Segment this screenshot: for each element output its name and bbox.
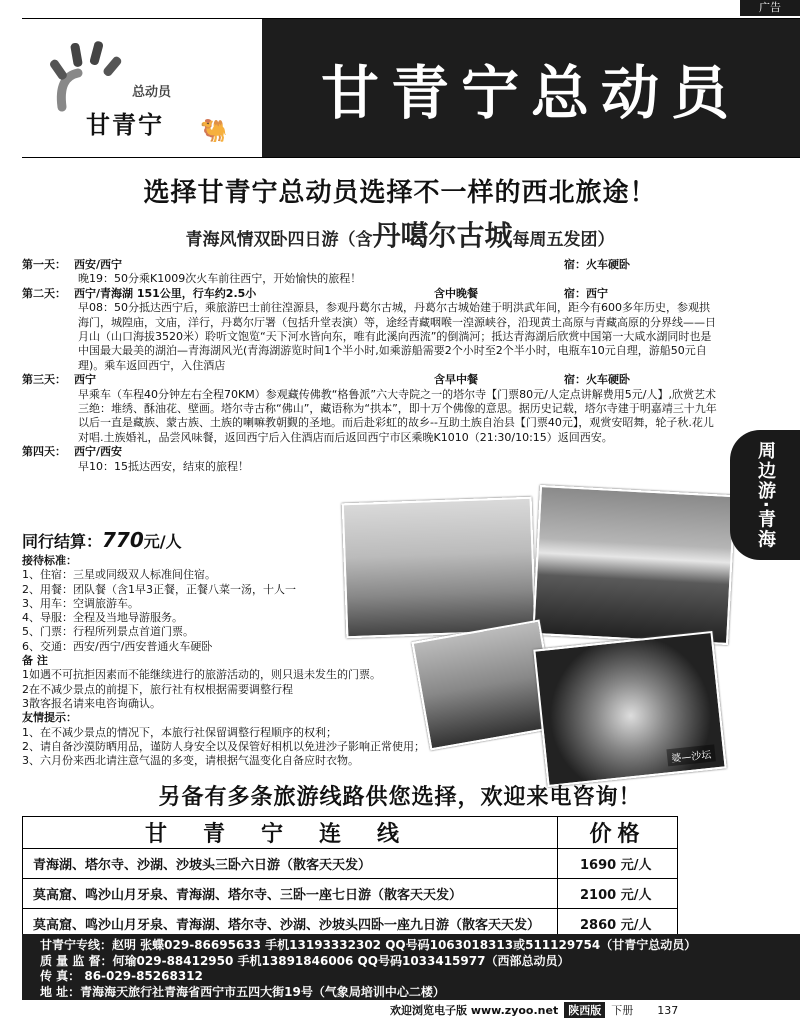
tip-item: 2、请自备沙漠防晒用品，谨防人身安全以及保管好相机以免进沙子影响正常使用； [22,739,425,753]
route-name: 莫高窟、鸣沙山月牙泉、青海湖、塔尔寺、沙湖、沙坡头四卧一座九日游（散客天天发） [23,909,558,939]
routes-table [22,816,678,939]
standard-item: 1、住宿：三星或同级双人标准间住宿。 [22,568,216,582]
price-label: 同行结算： [22,532,103,551]
contact-line: 质 量 监 督：何瑜029-88412950 手机13891846006 QQ号码1033415977（西部总动员） [40,953,570,968]
note-item: 3散客报名请来电咨询确认。 [22,696,161,710]
standard-item: 2、用餐：团队餐（含1早3正餐，正餐八菜一汤，十人一 [22,582,296,596]
logo [22,19,262,157]
day-stay: 宿：火车硬卧 [564,373,630,387]
tour-subtitle [0,214,800,254]
standard-item: 4、导服：全程及当地导游服务。 [22,611,183,625]
note-item: 1如遇不可抗拒因素而不能继续进行的旅游活动的，则只退未发生的门票。 [22,668,381,682]
standard-item: 3、用车：空调旅游车。 [22,596,139,610]
more-routes-banner: 另备有多条旅游线路供您选择，欢迎来电咨询！ [158,785,642,810]
day-3 [22,373,720,445]
lake-photo [532,485,736,645]
page-title: 甘青宁总动员 [320,59,741,127]
table-header [23,817,678,849]
day-text: 早08：50分抵达西宁后，乘旅游巴士前往湟源县，参观丹葛尔古城，丹葛尔古城始建于明洪武年间，距今有600多年历史，参观拱海门，城隍庙，文庙，洋行，丹葛尔厅署（包括升堂表演）等，途经青藏咽喉一湟源峡谷，沿现黄土高原与青藏高原的分界线——日月山（山口海拔3520米）聆听文饱览“天下河水皆向东，唯有此溪向西流”的倒淌河；抵达青海湖后欣赏中国第一大咸水湖同时也是中国最大最美的湖泊—青海湖风光(青海湖游览时间1个半小时,如乘游船需要2个小时至2个半小时，电瓶车10元自理，游船50元自理)。乘车返回西宁，入住酒店 [78,301,716,372]
footer-site[interactable]: 欢迎浏览电子版 www.zyoo.net [390,1004,559,1017]
day-meal: 含中晚餐 [434,286,478,300]
route-name: 莫高窟、鸣沙山月牙泉、青海湖、塔尔寺、三卧一座七日游（散客天天发） [23,879,558,909]
day-text: 早10：15抵达西安，结束的旅程！ [78,459,249,473]
contact-line: 传 真： 86-029-85268312 [40,969,203,983]
footer-volume: 下册 [611,1004,634,1017]
route-price: 2860 元/人 [558,909,678,939]
day-text: 早乘车（车程40分钟左右全程70KM）参观藏传佛教“格鲁派”六大寺院之一的塔尔寺【门票80元/人定点讲解费用5元/人】,欣赏艺术三绝：堆绣、酥油花、壁画。塔尔寺古称“佛山”，藏语称为“拱本”，即十万个佛像的意思。据历史记载，塔尔寺建于明嘉靖三十九年以后一直是藏族、蒙古族、土族的喇嘛教朝觐的圣地。而后赴彩虹的故乡--互助土族自治县【门票40元】，观赏安昭舞，轮子秋.花儿对唱.土族婚礼，品尝风味餐，返回西宁后入住酒店而后返回西宁市区乘晚K1010（21:30/10:15）返回西安。 [78,387,717,444]
day-4 [22,445,720,474]
contact-line: 地 址：青海海天旅行社青海省西宁市五四大街19号（气象局培训中心二楼） [40,984,445,999]
price-line [22,528,182,552]
logo-name: 甘青宁 [86,111,164,139]
day-route: 西宁/西安 [74,445,123,459]
footer [390,1002,800,1018]
subtitle-highlight: 丹噶尔古城 [372,219,513,252]
title-box [262,19,800,157]
standard-item: 5、门票：行程所列景点首道门票。 [22,625,194,639]
subtitle-pre: 青海风情双卧四日游（含 [185,230,373,250]
stupa-photo [342,497,537,639]
slogan: 选择甘青宁总动员选择不一样的西北旅途！ [143,178,657,208]
gate-photo [533,631,726,787]
route-price: 1690 元/人 [558,849,678,879]
photo-label: 婆—沙坛 [666,744,716,766]
subtitle-post: 每周五发团） [512,230,615,250]
footer-badge: 陕西版 [564,1002,605,1018]
standard-item: 6、交通：西安/西宁/西安普通火车硬卧 [22,639,213,653]
day-stay: 宿：西宁 [564,286,608,300]
standards-heading: 接待标准： [22,554,77,567]
table-row [23,849,678,879]
day-label: 第一天： [22,258,66,271]
day-route: 西宁/青海湖 151公里，行车约2.5小 [74,286,257,300]
day-stay: 宿：火车硬卧 [564,258,630,271]
contact-block [22,934,800,1000]
header-price: 价格 [558,817,678,849]
route-price: 2100 元/人 [558,879,678,909]
day-text: 晚19：50分乘K1009次火车前往西宁，开始愉快的旅程！ [78,272,362,286]
tip-item: 3、六月份来西北请注意气温的多变，请根据气温变化自备应时衣物。 [22,754,359,768]
day-label: 第二天： [22,286,66,300]
day-label: 第三天： [22,373,66,387]
header-line: 甘青宁连线 [23,817,558,849]
day-2 [22,287,720,373]
itinerary [22,258,720,474]
price-unit: 元/人 [143,532,182,551]
ad-tag: 广告 [740,0,800,16]
notes-heading: 备 注 [22,654,48,668]
tips-heading: 友情提示： [22,711,77,725]
camel-icon: 🐫 [200,119,228,144]
note-item: 2在不减少景点的前提下，旅行社有权根据需要调整行程 [22,682,293,696]
day-meal [434,258,564,272]
day-1 [22,258,720,287]
side-tab: 周边游·青海 [730,430,800,560]
day-meal [434,445,564,459]
price-value: 770 [102,528,144,552]
tip-item: 1、在不减少景点的情况下，本旅行社保留调整行程顺序的权利； [22,725,337,739]
route-name: 青海湖、塔尔寺、沙湖、沙坡头三卧六日游（散客天天发） [23,849,558,879]
logo-subtitle: 总动员 [132,85,172,100]
day-stay [564,445,720,459]
day-meal: 含早中餐 [434,373,478,387]
header-banner [22,18,800,158]
contact-line: 甘青宁专线：赵明 张蝶029-86695633 手机13193332302 QQ号码1063018313或511129754（甘青宁总动员） [40,938,697,952]
day-label: 第四天： [22,445,66,459]
table-row [23,879,678,909]
page-number: 137 [657,1003,679,1017]
day-route: 西安/西宁 [74,258,123,271]
day-route: 西宁 [74,373,96,387]
